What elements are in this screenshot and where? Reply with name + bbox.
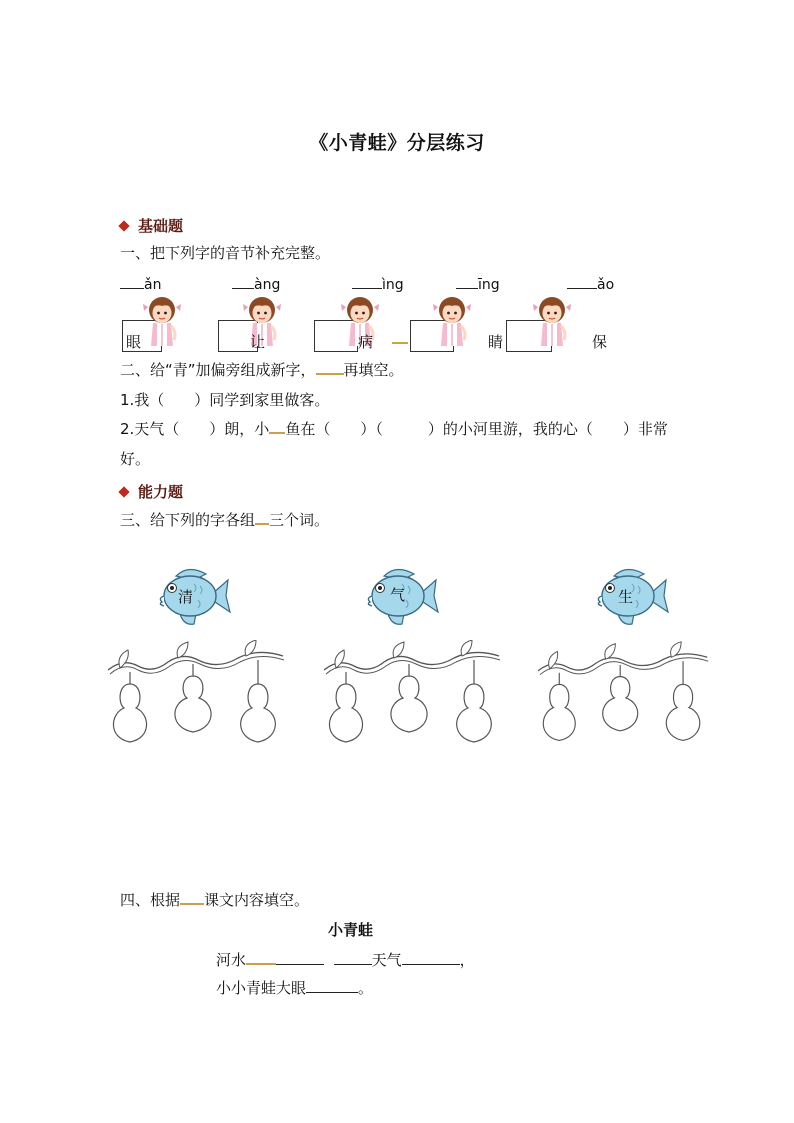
pinyin-item-1 <box>120 274 161 293</box>
pinyin-blank[interactable] <box>352 274 382 289</box>
pinyin-text: īng <box>478 277 500 293</box>
poem-line-1-b: 天气 <box>371 951 402 969</box>
pinyin-item-4 <box>456 274 500 293</box>
character-label: 病 <box>358 333 374 351</box>
character-label: 眼 <box>126 333 142 351</box>
decorative-underline <box>392 342 408 344</box>
question-3-prompt <box>120 510 329 530</box>
poem-line-1-c: ， <box>459 951 475 969</box>
pinyin-blank[interactable] <box>232 274 254 289</box>
gourd-vine-icon <box>324 640 506 750</box>
answer-blank[interactable] <box>334 950 372 965</box>
pinyin-blank[interactable] <box>567 274 597 289</box>
girl-holding-sign-icon <box>140 296 186 352</box>
card-1 <box>120 296 190 354</box>
poem-line-2-b: 。 <box>358 979 374 997</box>
section-ability-heading <box>120 481 183 502</box>
diamond-bullet-icon <box>118 486 129 497</box>
gourd-vine-icon <box>538 640 714 750</box>
girl-holding-sign-icon <box>430 296 476 352</box>
poem-line-1 <box>216 949 475 970</box>
character-label: 睛 <box>488 333 504 351</box>
question-2-prompt-b: 再填空。 <box>343 361 404 379</box>
gold-underline <box>255 511 269 525</box>
answer-blank[interactable] <box>246 949 276 965</box>
question-4-prompt <box>120 890 309 910</box>
pinyin-text: ǎn <box>144 277 162 293</box>
word-group-2 <box>324 560 506 760</box>
question-4-prompt-a: 四、根据 <box>120 891 181 909</box>
question-2-sentence-1: 1.我（ ）同学到家里做客。 <box>120 391 330 409</box>
question-2-sentence-2 <box>120 419 668 439</box>
section-basic-label: 基础题 <box>138 217 184 235</box>
poem-line-1-a: 河水 <box>216 951 247 969</box>
page-title: 《小青蛙》分层练习 <box>309 132 485 154</box>
gourd-vine-icon <box>108 640 290 750</box>
pinyin-text: àng <box>254 277 281 293</box>
character-label: 保 <box>592 333 608 351</box>
pinyin-item-3 <box>352 274 404 293</box>
card-3 <box>312 296 392 354</box>
gold-underline <box>316 361 344 375</box>
girl-holding-sign-icon <box>530 296 576 352</box>
pinyin-text: ìng <box>382 277 404 293</box>
card-5 <box>504 296 614 354</box>
answer-blank[interactable] <box>306 978 358 993</box>
answer-blank[interactable] <box>276 950 324 965</box>
pinyin-item-2 <box>232 274 280 293</box>
poem-line-2 <box>216 978 373 998</box>
card-2 <box>216 296 286 354</box>
answer-blank[interactable] <box>402 950 460 965</box>
poem-title: 小青蛙 <box>328 921 374 939</box>
question-3-prompt-b: 三个词。 <box>269 511 330 529</box>
sentence-2-part-a: 2.天气（ ）朗，小 <box>120 420 270 438</box>
fish-character: 气 <box>390 586 406 604</box>
question-2-prompt-a: 二、给“青”加偏旁组成新字， <box>120 361 316 379</box>
pinyin-blank[interactable] <box>120 274 144 289</box>
card-4 <box>408 296 508 354</box>
word-group-3 <box>538 560 720 760</box>
section-basic-heading <box>120 215 183 236</box>
word-group-1 <box>108 560 290 760</box>
pinyin-blank[interactable] <box>456 274 478 289</box>
fish-icon <box>154 566 234 630</box>
character-label: 让 <box>250 333 266 351</box>
question-2-prompt <box>120 360 404 380</box>
question-1-prompt: 一、把下列字的音节补充完整。 <box>120 244 331 262</box>
question-2-sentence-2-continued: 好。 <box>120 450 151 468</box>
question-3-prompt-a: 三、给下列的字各组 <box>120 511 256 529</box>
sentence-2-part-b: 鱼在（ ）（ ）的小河里游，我的心（ ）非常 <box>285 420 668 438</box>
poem-line-2-a: 小小青蛙大眼 <box>216 979 307 997</box>
gold-underline <box>180 891 204 905</box>
pinyin-text: ǎo <box>597 277 615 293</box>
diamond-bullet-icon <box>118 220 129 231</box>
pinyin-item-5 <box>567 274 614 293</box>
section-ability-label: 能力题 <box>138 483 184 501</box>
fish-character: 清 <box>178 588 194 606</box>
question-4-prompt-b: 课文内容填空。 <box>204 891 310 909</box>
fish-character: 生 <box>618 588 634 606</box>
gold-underline <box>269 420 285 434</box>
